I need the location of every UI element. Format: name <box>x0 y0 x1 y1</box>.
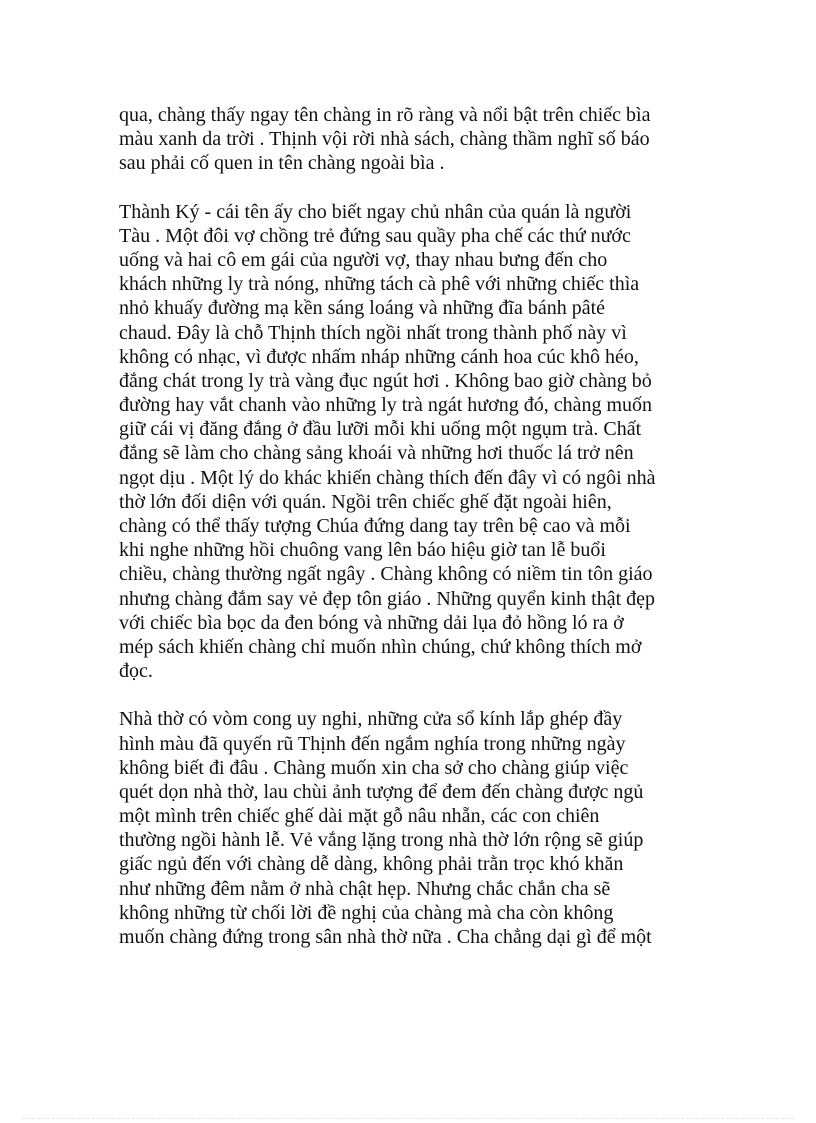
document-body <box>119 103 719 973</box>
paragraph-2 <box>119 200 719 684</box>
text-line: khi nghe những hồi chuông vang lên báo hiệu giờ tan lễ buổi <box>119 539 606 562</box>
text-line: Nhà thờ có vòm cong uy nghi, những cửa sổ kính lắp ghép đầy <box>119 708 623 731</box>
text-line: muốn chàng đứng trong sân nhà thờ nữa . Cha chẳng dại gì để một <box>119 926 652 948</box>
text-line: ngọt dịu . Một lý do khác khiến chàng thích đến đây vì có ngôi nhà <box>119 466 656 489</box>
text-line: không có nhạc, vì được nhấm nháp những cánh hoa cúc khô héo, <box>119 345 639 368</box>
text-line: chaud. Đây là chỗ Thịnh thích ngồi nhất trong thành phố này vì <box>119 321 627 344</box>
text-line: hình màu đã quyến rũ Thịnh đến ngắm nghía trong những ngày <box>119 732 626 755</box>
text-line: thờ lớn đối diện với quán. Ngồi trên chiếc ghế đặt ngoài hiên, <box>119 490 612 513</box>
text-line: đắng sẽ làm cho chàng sảng khoái và những hơi thuốc lá trở nên <box>119 442 634 465</box>
text-line: như những đêm nằm ở nhà chật hẹp. Nhưng chắc chắn cha sẽ <box>119 877 611 900</box>
text-line: Tàu . Một đôi vợ chồng trẻ đứng sau quầy pha chế các thứ nước <box>119 224 631 247</box>
text-line: một mình trên chiếc ghế dài mặt gỗ nâu nhẵn, các con chiên <box>119 805 600 828</box>
text-line: khách những ly trà nóng, những tách cà phê với những chiếc thìa <box>119 273 640 296</box>
text-line: không những từ chối lời đề nghị của chàng mà cha còn không <box>119 901 614 924</box>
text-line: qua, chàng thấy ngay tên chàng in rõ ràng và nổi bật trên chiếc bìa <box>119 104 651 126</box>
paragraph-3 <box>119 707 719 949</box>
text-line: chàng có thể thấy tượng Chúa đứng dang tay trên bệ cao và mỗi <box>119 515 631 537</box>
text-line: với chiếc bìa bọc da đen bóng và những dải lụa đỏ hồng ló ra ở <box>119 611 624 634</box>
text-line: đường hay vắt chanh vào những ly trà ngát hương đó, chàng muốn <box>119 394 653 417</box>
text-line: chiều, chàng thường ngất ngây . Chàng không có niềm tin tôn giáo <box>119 563 653 586</box>
text-line: uống và hai cô em gái của người vợ, thay nhau bưng đến cho <box>119 248 608 271</box>
text-line: thường ngồi hành lễ. Vẻ vắng lặng trong nhà thờ lớn rộng sẽ giúp <box>119 829 644 852</box>
text-line: nhỏ khuấy đường mạ kền sáng loáng và những đĩa bánh pâté <box>119 297 606 320</box>
text-line: Thành Ký - cái tên ấy cho biết ngay chủ nhân của quán là người <box>119 200 632 223</box>
paragraph-1 <box>119 103 719 176</box>
text-line: quét dọn nhà thờ, lau chùi ảnh tượng để đem đến chàng được ngủ <box>119 780 644 803</box>
text-line: nhưng chàng đắm say vẻ đẹp tôn giáo . Những quyển kinh thật đẹp <box>119 587 656 610</box>
text-line: đắng chát trong ly trà vàng đục ngút hơi . Không bao giờ chàng bỏ <box>119 369 652 392</box>
text-line: giữ cái vị đăng đắng ở đầu lưỡi mỗi khi uống một ngụm trà. Chất <box>119 418 642 441</box>
text-line: màu xanh da trời . Thịnh vội rời nhà sách, chàng thầm nghĩ số báo <box>119 128 650 151</box>
text-line: không biết đi đâu . Chàng muốn xin cha sở cho chàng giúp việc <box>119 756 629 779</box>
text-line: sau phải cố quen in tên chàng ngoài bìa . <box>119 152 445 175</box>
page-bottom-divider <box>22 1118 794 1119</box>
text-line: đọc. <box>119 660 153 683</box>
text-line: mép sách khiến chàng chỉ muốn nhìn chúng, chứ không thích mở <box>119 635 642 658</box>
text-line: giấc ngủ đến với chàng dễ dàng, không phải trằn trọc khó khăn <box>119 853 624 876</box>
